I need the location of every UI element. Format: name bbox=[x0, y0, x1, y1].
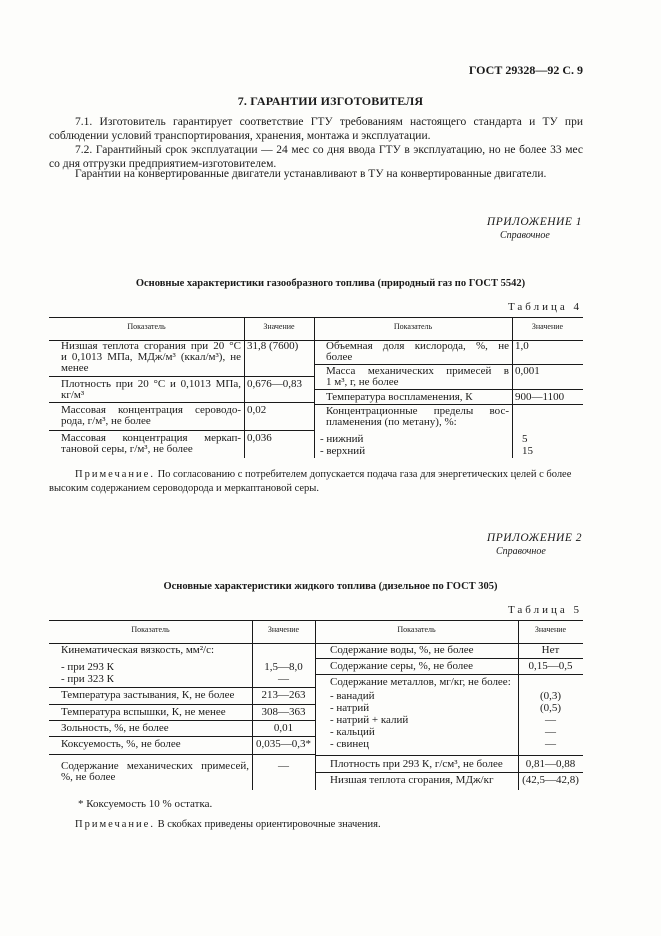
parameter-line: и 0,1013 МПа, МДж/м³ (ккал/м³), не bbox=[61, 351, 241, 363]
table-5-row-rule bbox=[315, 674, 583, 675]
table-5-left-parameter bbox=[61, 674, 249, 685]
table-4-right-parameter bbox=[326, 366, 509, 388]
table-4-column-rule bbox=[314, 317, 315, 458]
appendix-2-label: ПРИЛОЖЕНИЕ 2 bbox=[486, 532, 582, 544]
table-5-column-rule bbox=[518, 620, 519, 790]
table-5-right-value: 0,81—0,88 bbox=[525, 758, 576, 770]
table-4-left-value: 31,8 (7600) bbox=[247, 340, 299, 352]
table-5-left-parameter bbox=[61, 645, 249, 656]
appendix-1-label: ПРИЛОЖЕНИЕ 1 bbox=[486, 216, 582, 228]
table-5-left-parameter bbox=[61, 690, 249, 701]
parameter-line: Зольность, %, не более bbox=[61, 722, 169, 734]
table-5-row-rule bbox=[49, 736, 315, 737]
table-5-right-value: (0,3) bbox=[539, 690, 562, 702]
parameter-line: Содержание металлов, мг/кг, не более: bbox=[330, 676, 511, 688]
parameter-line: более bbox=[326, 351, 353, 363]
parameter-line: Кинематическая вязкость, мм²/с: bbox=[61, 644, 215, 656]
table-4-row-rule bbox=[49, 402, 314, 403]
parameter-line: - натрий bbox=[330, 702, 370, 714]
table-5-header-value-left: Значение bbox=[267, 625, 300, 634]
table-4-row-rule bbox=[314, 364, 583, 365]
parameter-line: тановой серы, г/м³, не более bbox=[61, 443, 193, 455]
paragraph-7-1: 7.1. Изготовитель гарантирует соответствие ГТУ требованиям настоящего стандарта и ТУ при соблюдении условий транспортирования, хранения, монтажа и эксплуатации. bbox=[49, 116, 583, 142]
table-4-right-value: 900—1100 bbox=[515, 391, 565, 403]
parameter-line: - верхний bbox=[320, 445, 366, 457]
table-5-title: Основные характеристики жидкого топлива (дизельное по ГОСТ 305) bbox=[163, 581, 498, 592]
table-4-right-parameter bbox=[326, 341, 509, 363]
parameter-line: Содержание механических примесей, bbox=[61, 760, 249, 772]
table-4-row-rule bbox=[314, 404, 583, 405]
table-5-column-rule bbox=[315, 620, 316, 790]
table-5-right-parameter bbox=[330, 715, 515, 726]
parameter-line: менее bbox=[61, 362, 89, 374]
table-5-right-value: (42,5—42,8) bbox=[522, 774, 579, 786]
table-5-right-value: — bbox=[545, 726, 556, 738]
table-5-right-parameter bbox=[330, 677, 515, 688]
table-5-right-value: — bbox=[545, 714, 556, 726]
appendix-2-subtitle: Справочное bbox=[496, 546, 546, 557]
table-5-right-parameter bbox=[330, 759, 515, 770]
table-5-header-parameter-right: Показатель bbox=[397, 625, 436, 634]
parameter-line: - при 293 К bbox=[61, 661, 115, 673]
parameter-line: - натрий + калий bbox=[330, 714, 409, 726]
table-4-left-value: 0,036 bbox=[247, 432, 272, 444]
parameter-line: Плотность при 20 °С и 0,1013 МПа, bbox=[61, 378, 241, 390]
parameter-line: Концентрационные пределы вос- bbox=[326, 405, 509, 417]
table-5-left-parameter bbox=[61, 761, 249, 783]
parameter-line: %, не более bbox=[61, 771, 116, 783]
table-5-row-rule bbox=[49, 704, 315, 705]
table-4-row-rule bbox=[314, 389, 583, 390]
table-4-header-parameter-right: Показатель bbox=[393, 322, 433, 331]
table-4-left-value: 0,676—0,83 bbox=[247, 378, 302, 390]
table-5-right-parameter bbox=[330, 661, 515, 672]
table-5-right-parameter bbox=[330, 691, 515, 702]
table-4-row-rule bbox=[49, 376, 314, 377]
parameter-line: Массовая концентрация меркап- bbox=[61, 432, 241, 444]
table-5-left-value: 213—263 bbox=[261, 689, 306, 701]
table-5-left-value: 0,01 bbox=[273, 722, 294, 734]
parameter-line: Температура воспламенения, К bbox=[326, 391, 473, 403]
table-5-footnote: * Коксуемость 10 % остатка. bbox=[78, 798, 213, 810]
table-4-note: Примечание. По согласованию с потребителем допускается подача газа для энергетических целей с более высоким содержанием сероводорода и меркаптановой серы. bbox=[49, 469, 572, 494]
table-5-left-value: 308—363 bbox=[261, 706, 306, 718]
table-4-row-rule bbox=[49, 430, 314, 431]
table-4-top-rule bbox=[49, 317, 583, 318]
table-4-left-parameter bbox=[61, 433, 241, 455]
parameter-line: пламенения (по метану), %: bbox=[326, 416, 457, 428]
table-5-left-parameter bbox=[61, 723, 249, 734]
paragraph-warranty-conversion: Гарантии на конвертированные двигатели устанавливают в ТУ на конвертированные двигатели. bbox=[75, 168, 547, 180]
table-5-left-parameter bbox=[61, 662, 249, 673]
table-5-left-value: 1,5—8,0 bbox=[264, 661, 303, 673]
table-4-header-parameter-left: Показатель bbox=[127, 322, 166, 331]
table-5-right-parameter bbox=[330, 775, 515, 786]
parameter-line: 1 м³, г, не более bbox=[326, 376, 399, 388]
parameter-line: - кальций bbox=[330, 726, 375, 738]
table-5-header-parameter-left: Показатель bbox=[131, 625, 170, 634]
table-5-right-parameter bbox=[330, 645, 515, 656]
table-5-right-parameter bbox=[330, 703, 515, 714]
table-5-header-value-right: Значение bbox=[534, 625, 567, 634]
table-4-right-parameter bbox=[320, 446, 509, 457]
parameter-line: Низшая теплота сгорания при 20 °С bbox=[61, 340, 241, 352]
table-5-top-rule bbox=[49, 620, 583, 621]
table-5-left-value: — bbox=[278, 760, 289, 772]
table-5-row-rule bbox=[315, 658, 583, 659]
table-4-header-value-right: Значение bbox=[531, 322, 564, 331]
parameter-line: - свинец bbox=[330, 738, 370, 750]
parameter-line: кг/м³ bbox=[61, 389, 85, 401]
table-5-right-value: 0,15—0,5 bbox=[528, 660, 573, 672]
table-4-left-parameter bbox=[61, 379, 241, 401]
table-4-label: Таблица 4 bbox=[507, 301, 582, 313]
table-4-header-value-left: Значение bbox=[263, 322, 295, 331]
parameter-line: Объемная доля кислорода, %, не bbox=[326, 340, 509, 352]
table-4-left-parameter bbox=[61, 341, 241, 374]
section-title: 7. ГАРАНТИИ ИЗГОТОВИТЕЛЯ bbox=[237, 94, 424, 108]
table-4-left-parameter bbox=[61, 405, 241, 427]
table-5-row-rule bbox=[315, 772, 583, 773]
table-5-row-rule bbox=[315, 755, 583, 756]
appendix-1-subtitle: Справочное bbox=[500, 230, 550, 241]
table-4-left-value: 0,02 bbox=[247, 404, 267, 416]
parameter-line: Содержание серы, %, не более bbox=[330, 660, 474, 672]
parameter-line: Содержание воды, %, не более bbox=[330, 644, 474, 656]
table-4-column-rule bbox=[512, 317, 513, 458]
table-5-column-rule bbox=[252, 620, 253, 790]
table-5-row-rule bbox=[49, 687, 315, 688]
page-header: ГОСТ 29328—92 С. 9 bbox=[468, 63, 583, 77]
table-4-right-value: 1,0 bbox=[515, 340, 529, 352]
parameter-line: Низшая теплота сгорания, МДж/кг bbox=[330, 774, 494, 786]
table-5-right-parameter bbox=[330, 739, 515, 750]
table-5-note: Примечание. В скобках приведены ориентировочные значения. bbox=[75, 819, 381, 830]
parameter-line: Массовая концентрация сероводо- bbox=[61, 404, 241, 416]
parameter-line: - нижний bbox=[320, 433, 364, 445]
table-5-right-value: — bbox=[545, 738, 556, 750]
table-5-right-value: Нет bbox=[541, 644, 560, 656]
parameter-line: - ванадий bbox=[330, 690, 375, 702]
table-4-right-parameter bbox=[326, 406, 509, 428]
parameter-line: Коксуемость, %, не более bbox=[61, 738, 181, 750]
parameter-line: Плотность при 293 К, г/см³, не более bbox=[330, 758, 503, 770]
table-5-row-rule bbox=[49, 720, 315, 721]
table-4-title: Основные характеристики газообразного топлива (природный газ по ГОСТ 5542) bbox=[135, 278, 526, 289]
parameter-line: Температура застывания, К, не более bbox=[61, 689, 235, 701]
parameter-line: - при 323 К bbox=[61, 673, 115, 685]
table-5-left-value: — bbox=[278, 673, 289, 685]
table-5-left-value: 0,035—0,3* bbox=[256, 738, 311, 750]
table-4-right-parameter bbox=[320, 434, 509, 445]
table-4-right-value: 0,001 bbox=[515, 365, 540, 377]
parameter-line: Масса механических примесей в bbox=[326, 365, 509, 377]
table-4-right-value: 5 bbox=[522, 433, 528, 445]
parameter-line: Температура вспышки, К, не менее bbox=[61, 706, 226, 718]
table-5-left-parameter bbox=[61, 707, 249, 718]
parameter-line: рода, г/м³, не более bbox=[61, 415, 151, 427]
table-4-column-rule bbox=[244, 317, 245, 458]
table-4-right-value: 15 bbox=[522, 445, 533, 457]
paragraph-7-2: 7.2. Гарантийный срок эксплуатации — 24 мес со дня ввода ГТУ в эксплуатацию, но не более 33 мес со дня отгрузки предприятием-изготовителем. bbox=[49, 144, 583, 170]
table-5-label: Таблица 5 bbox=[507, 604, 582, 616]
table-5-right-parameter bbox=[330, 727, 515, 738]
table-5-row-rule bbox=[49, 754, 315, 755]
table-4-right-parameter bbox=[326, 392, 509, 403]
table-5-left-parameter bbox=[61, 739, 249, 750]
table-5-right-value: (0,5) bbox=[539, 702, 562, 714]
